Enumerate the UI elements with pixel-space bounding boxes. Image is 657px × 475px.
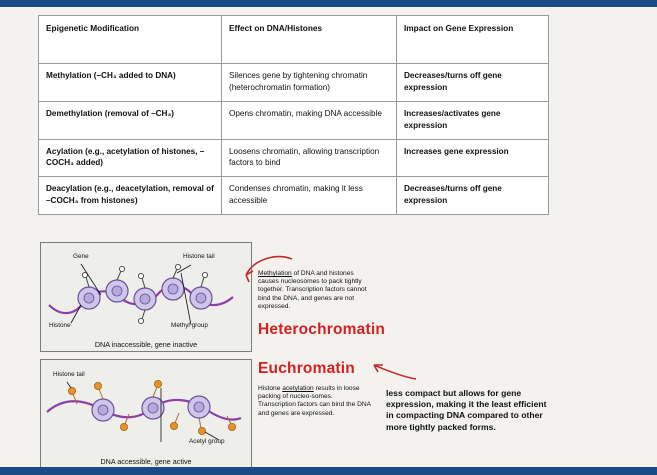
epigenetic-modification-table [38, 15, 549, 215]
table-row [39, 101, 549, 139]
table-header-row [39, 16, 549, 64]
column-header-modification: Epigenetic Modification [39, 16, 222, 64]
label-acetyl-group: Acetyl group [189, 438, 225, 445]
cell-modification: Demethylation (removal of –CH₃) [39, 101, 222, 139]
heterochromatin-figure [40, 242, 252, 352]
cell-effect: Opens chromatin, making DNA accessible [222, 101, 397, 139]
methylation-keyword: Methylation [258, 270, 292, 277]
cell-impact: Decreases/turns off gene expression [397, 177, 549, 215]
methylation-annotation [258, 270, 370, 311]
cell-impact: Increases gene expression [397, 139, 549, 177]
heterochromatin-caption: DNA inaccessible, gene inactive [94, 340, 198, 349]
acetylation-annotation-text: results in loose packing of nucleo-somes. Transcription factors can bind the DNA and genes are expressed. [258, 385, 371, 417]
label-histone-tail: Histone tail [183, 253, 215, 260]
label-gene: Gene [73, 253, 89, 260]
label-histone: Histone [49, 322, 71, 329]
methylation-annotation-text: of DNA and histones causes nucleosomes to pack tightly together. Transcription factors cannot bind the DNA, and genes are not expressed. [258, 270, 367, 310]
red-arrow-euchromatin-icon [370, 359, 418, 383]
column-header-effect: Effect on DNA/Histones [222, 16, 397, 64]
cell-impact: Increases/activates gene expression [397, 101, 549, 139]
cell-effect: Silences gene by tightening chromatin (heterochromatin formation) [222, 64, 397, 102]
euchromatin-heading: Euchromatin [258, 360, 355, 377]
euchromatin-caption: DNA accessible, gene active [100, 457, 192, 466]
table-row [39, 177, 549, 215]
cell-effect: Condenses chromatin, making it less accessible [222, 177, 397, 215]
cell-impact: Decreases/turns off gene expression [397, 64, 549, 102]
label-histone-tail: Histone tail [53, 371, 85, 378]
table-row [39, 64, 549, 102]
heterochromatin-heading: Heterochromatin [258, 321, 386, 338]
nucleosome-group [92, 396, 210, 421]
acetylation-annotation-prefix: Histone [258, 385, 283, 392]
nucleosome-group [78, 278, 212, 310]
cell-modification: Methylation (–CH₃ added to DNA) [39, 64, 222, 102]
cell-effect: Loosens chromatin, allowing transcription factors to bind [222, 139, 397, 177]
euchromatin-figure [40, 359, 252, 469]
table-row [39, 139, 549, 177]
acetylation-annotation [258, 385, 372, 418]
document-content [0, 7, 657, 467]
cell-modification: Deacylation (e.g., deacetylation, removal of –COCH₃ from histones) [39, 177, 222, 215]
bottom-accent-bar [0, 467, 657, 475]
handwritten-note: less compact but allows for gene expression, making it the least efficient in compacting DNA compared to other more tightly packed forms. [386, 388, 547, 432]
column-header-impact: Impact on Gene Expression [397, 16, 549, 64]
top-accent-bar [0, 0, 657, 7]
cell-modification: Acylation (e.g., acetylation of histones, –COCH₃ added) [39, 139, 222, 177]
label-methyl-group: Methyl group [171, 322, 208, 329]
acetylation-keyword: acetylation [282, 385, 314, 392]
